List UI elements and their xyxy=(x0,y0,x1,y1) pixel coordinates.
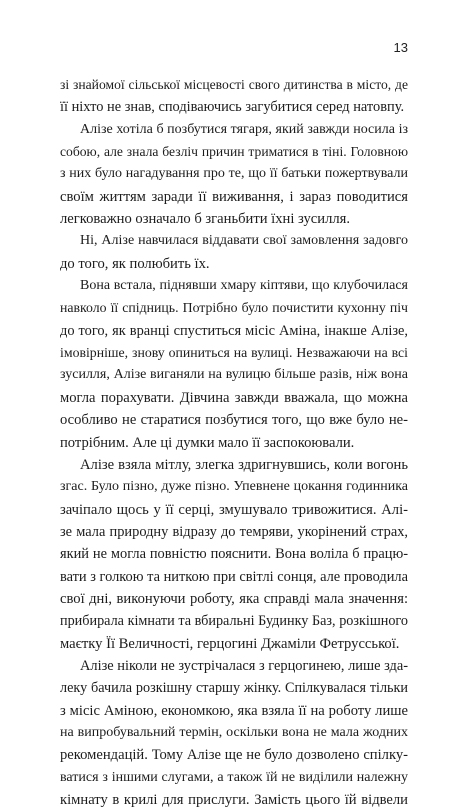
text-line: імовірніше, знову опиниться на вулиці. Незважаючи на всі xyxy=(60,345,408,361)
text-line: прибирала кімнати та вбиральні Будинку Баз, розкішного xyxy=(60,613,408,630)
text-line: зусилля, Алізе виганяли на вулицю більше разів, ніж вона xyxy=(60,367,408,383)
text-line: свої дні, виконуючи роботу, яка справді мала значення: xyxy=(60,590,408,607)
text-line: Алізе ніколи не зустрічалася з герцогинею, лише зда- xyxy=(80,657,408,674)
text-line: особливо не старатися позбутися того, що вже було не- xyxy=(60,412,408,429)
text-line: навколо її спідниць. Потрібно було почистити кухонну піч xyxy=(60,300,408,316)
text-line: зе мала природну відразу до темряви, укорінений страх, xyxy=(60,523,408,540)
text-line: зачіпало щось у її серці, змушувало тривожитися. Алі- xyxy=(60,501,408,518)
text-line: Алізе взяла мітлу, злегка здригнувшись, коли вогонь xyxy=(80,456,408,473)
text-line: леку бачила розкішну старшу жінку. Спілкувалася тільки xyxy=(60,680,408,697)
text-line: собою, але знала безліч причин триматися в тіні. Головною xyxy=(60,144,408,160)
text-line: Ні, Алізе навчилася віддавати свої замовлення задовго xyxy=(80,233,408,249)
body-text xyxy=(60,74,408,811)
text-line: вати з голкою та ниткою при світлі сонця, але проводила xyxy=(60,568,408,585)
text-line: ватися з іншими слугами, а також їй не виділили належну xyxy=(60,769,408,785)
text-line: її ніхто не знав, сподіваючись загубитися серед натовпу. xyxy=(60,99,405,116)
text-line: зі знайомої сільської місцевості свого дитинства в місто, де xyxy=(60,77,408,92)
text-line: могла порахувати. Дівчина завжди вважала, що можна xyxy=(60,389,408,406)
text-line: який не могла повністю пояснити. Вона воліла б працю- xyxy=(60,546,408,563)
text-line: маєтку Її Величності, герцогині Джаміли Фетрусської. xyxy=(60,635,400,652)
text-line: рекомендацій. Тому Алізе ще не було дозволено спілку- xyxy=(60,747,408,764)
text-line: Вона встала, піднявши хмару кіптяви, що клубочилася xyxy=(80,278,408,294)
text-line: кімнату в крилі для прислуги. Замість цього їй відвели xyxy=(60,792,408,808)
text-line: своїм життям заради її виживання, і зараз поводитися xyxy=(60,188,408,205)
page-number: 13 xyxy=(393,40,408,55)
text-line: з них було нагадування про те, що її батьки пожертвували xyxy=(60,166,408,182)
text-line: до того, як полюбить їх. xyxy=(60,255,210,272)
text-line: на випробувальний термін, оскільки вона не мала жодних xyxy=(60,724,408,740)
text-line: потрібним. Але ці думки мало її заспокоювали. xyxy=(60,434,355,451)
text-line: з місіс Аміною, економкою, яка взяла її на роботу лише xyxy=(60,702,408,719)
text-line: легковажно означало б зганьбити їхні зусилля. xyxy=(60,211,351,228)
text-line: Алізе хотіла б позбутися тягаря, який завжди носила із xyxy=(80,121,408,137)
text-line: згас. Було пізно, дуже пізно. Упевнене цокання годинника xyxy=(60,479,408,495)
text-line: до того, як вранці спуститься місіс Аміна, інакше Алізе, xyxy=(60,322,408,339)
